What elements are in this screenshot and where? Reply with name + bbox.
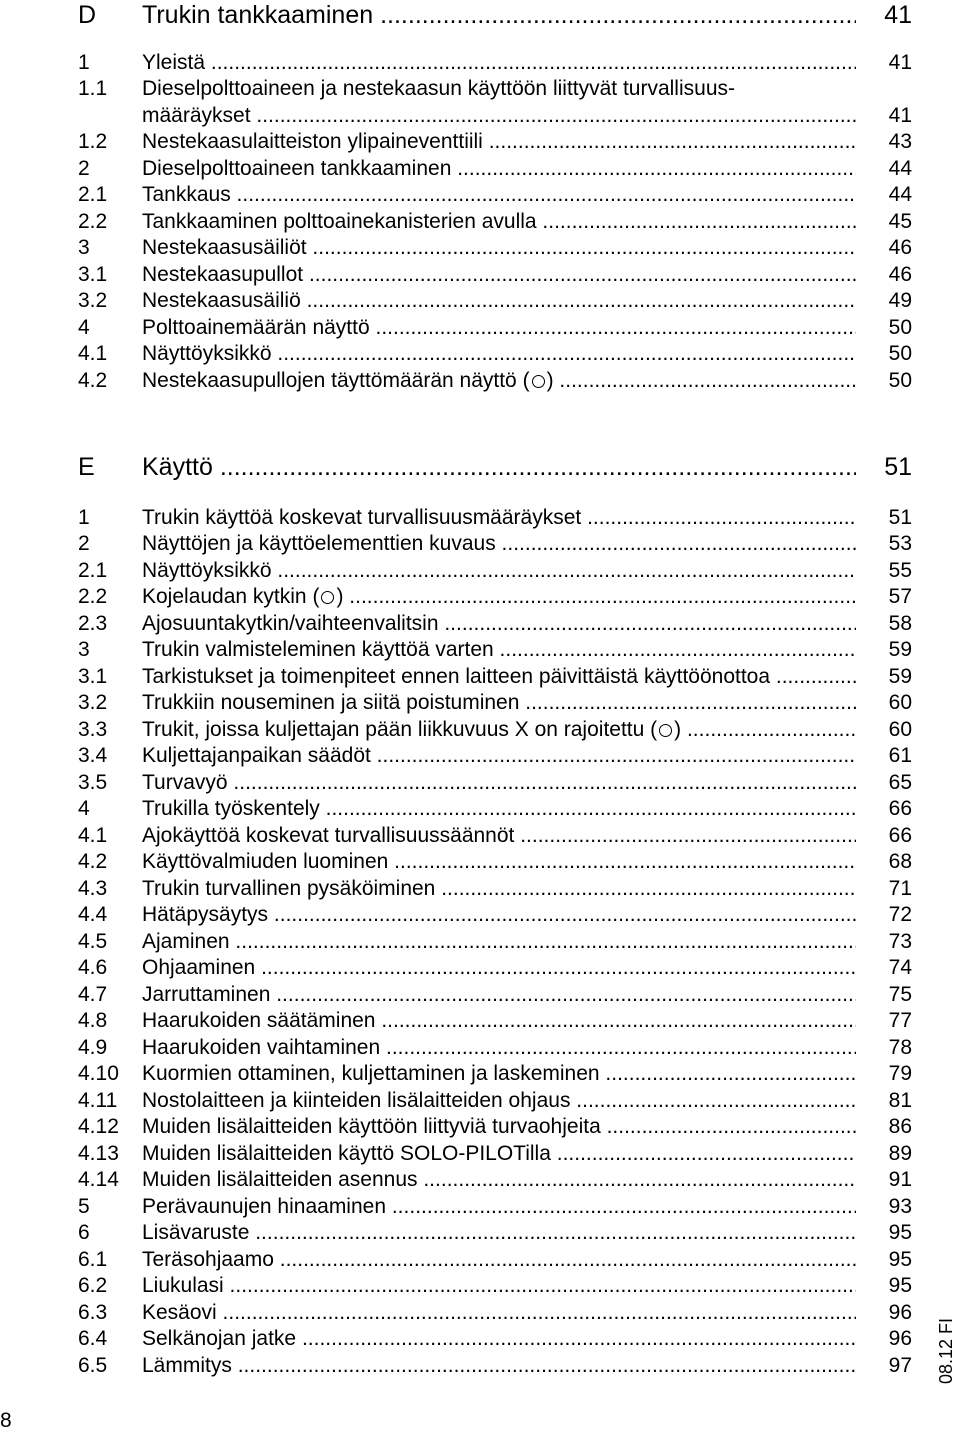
entry-title: Näyttöyksikkö bbox=[142, 559, 272, 582]
entry-title-wrap bbox=[142, 156, 856, 182]
entry-leader bbox=[142, 903, 856, 926]
entry-number: 5 bbox=[78, 1195, 90, 1218]
entry-title-wrap bbox=[142, 929, 856, 955]
entry-title: Polttoainemäärän näyttö bbox=[142, 316, 370, 339]
entry-leader bbox=[142, 1142, 856, 1165]
entry-title: Trukin turvallinen pysäköiminen bbox=[142, 877, 436, 900]
toc-entry bbox=[78, 1061, 912, 1087]
entry-page: 91 bbox=[888, 1168, 912, 1191]
entry-title-suffix: ) bbox=[546, 369, 554, 392]
page-number: 8 bbox=[0, 1409, 12, 1432]
toc-entry bbox=[78, 717, 912, 743]
entry-number: 1 bbox=[78, 51, 90, 74]
entry-leader bbox=[142, 850, 856, 873]
entry-page: 72 bbox=[888, 903, 912, 926]
entry-page: 75 bbox=[888, 983, 912, 1006]
entry-leader bbox=[142, 744, 856, 767]
entry-leader bbox=[142, 824, 856, 847]
entry-title-wrap bbox=[142, 368, 856, 394]
entry-leader bbox=[142, 559, 856, 582]
entry-number: 1 bbox=[78, 506, 90, 529]
entry-page: 73 bbox=[888, 930, 912, 953]
toc-entry bbox=[78, 103, 912, 129]
entry-title-wrap bbox=[142, 823, 856, 849]
entry-title-suffix: ) bbox=[336, 585, 344, 608]
entry-title-wrap bbox=[142, 690, 856, 716]
entry-title: Ohjaaminen bbox=[142, 956, 256, 979]
entry-page: 41 bbox=[888, 104, 912, 127]
entry-leader bbox=[142, 1036, 856, 1059]
entry-page: 68 bbox=[888, 850, 912, 873]
entry-leader bbox=[142, 638, 856, 661]
entry-title: Ajosuuntakytkin/vaihteenvalitsin bbox=[142, 612, 439, 635]
entry-number: 1.1 bbox=[78, 77, 108, 100]
entry-title: Trukit, joissa kuljettajan pään liikkuvuus X on rajoitettu ( bbox=[142, 718, 658, 741]
entry-leader bbox=[142, 369, 856, 392]
entry-leader bbox=[142, 316, 856, 339]
entry-title: Turvavyö bbox=[142, 771, 228, 794]
entry-leader bbox=[142, 51, 856, 74]
entry-leader bbox=[142, 1221, 856, 1244]
entry-title: Ajaminen bbox=[142, 930, 230, 953]
toc-entry bbox=[78, 876, 912, 902]
entry-page: 95 bbox=[888, 1221, 912, 1244]
entry-leader bbox=[142, 1327, 856, 1350]
entry-title-wrap bbox=[142, 1220, 856, 1246]
entry-page: 59 bbox=[888, 638, 912, 661]
toc-entry bbox=[78, 368, 912, 394]
entry-page: 51 bbox=[888, 506, 912, 529]
entry-leader bbox=[142, 506, 856, 529]
entry-leader bbox=[142, 1248, 856, 1271]
entry-title-wrap bbox=[142, 849, 856, 875]
entry-leader bbox=[142, 157, 856, 180]
entry-leader bbox=[142, 453, 856, 481]
entry-number: 4.5 bbox=[78, 930, 108, 953]
entry-title-wrap bbox=[142, 341, 856, 367]
entry-number: 6.4 bbox=[78, 1327, 108, 1350]
optional-circle-icon bbox=[321, 591, 334, 604]
toc-entry bbox=[78, 1300, 912, 1326]
toc-entry bbox=[78, 664, 912, 690]
entry-title: Trukin käyttöä koskevat turvallisuusmääräykset bbox=[142, 506, 582, 529]
entry-title: Nostolaitteen ja kiinteiden lisälaitteiden ohjaus bbox=[142, 1089, 571, 1112]
entry-number: 6.3 bbox=[78, 1301, 108, 1324]
entry-leader bbox=[142, 877, 856, 900]
optional-circle-icon bbox=[659, 724, 672, 737]
entry-page: 49 bbox=[888, 289, 912, 312]
entry-title-wrap bbox=[142, 1300, 856, 1326]
entry-title-wrap bbox=[142, 558, 856, 584]
entry-number: 4 bbox=[78, 316, 90, 339]
entry-page: 60 bbox=[888, 718, 912, 741]
entry-leader bbox=[142, 104, 856, 127]
entry-leader bbox=[142, 77, 735, 100]
entry-page: 93 bbox=[888, 1195, 912, 1218]
toc-entry bbox=[78, 505, 912, 531]
entry-number: 3.5 bbox=[78, 771, 108, 794]
toc-entry bbox=[78, 690, 912, 716]
entry-title: Kojelaudan kytkin ( bbox=[142, 585, 320, 608]
optional-circle-icon bbox=[532, 375, 545, 388]
entry-title: Muiden lisälaitteiden asennus bbox=[142, 1168, 418, 1191]
entry-number: 3.3 bbox=[78, 718, 108, 741]
entry-title-wrap bbox=[142, 743, 856, 769]
toc-entry bbox=[78, 982, 912, 1008]
toc-entry bbox=[78, 849, 912, 875]
entry-title: Kuormien ottaminen, kuljettaminen ja laskeminen bbox=[142, 1062, 600, 1085]
entry-number: 6.1 bbox=[78, 1248, 108, 1271]
entry-page: 41 bbox=[884, 1, 912, 29]
entry-page: 53 bbox=[888, 532, 912, 555]
entry-title: Muiden lisälaitteiden käyttöön liittyviä turvaohjeita bbox=[142, 1115, 601, 1138]
toc-entry bbox=[78, 1326, 912, 1352]
entry-title: Nestekaasupullojen täyttömäärän näyttö ( bbox=[142, 369, 530, 392]
toc-entry bbox=[78, 1088, 912, 1114]
entry-title-suffix: ) bbox=[674, 718, 682, 741]
entry-page: 51 bbox=[884, 453, 912, 481]
entry-page: 57 bbox=[888, 585, 912, 608]
entry-page: 97 bbox=[888, 1354, 912, 1377]
entry-leader bbox=[142, 956, 856, 979]
entry-title: Nestekaasusäiliö bbox=[142, 289, 301, 312]
toc-entry bbox=[78, 182, 912, 208]
entry-page: 71 bbox=[888, 877, 912, 900]
entry-title-wrap bbox=[142, 315, 856, 341]
entry-number: 3.4 bbox=[78, 744, 108, 767]
entry-page: 66 bbox=[888, 824, 912, 847]
entry-leader bbox=[142, 797, 856, 820]
entry-title: Trukilla työskentely bbox=[142, 797, 320, 820]
entry-number: 3 bbox=[78, 236, 90, 259]
toc-entry bbox=[78, 1141, 912, 1167]
entry-leader bbox=[142, 1009, 856, 1032]
toc-entry bbox=[78, 341, 912, 367]
entry-title-wrap bbox=[142, 717, 856, 743]
toc-entry bbox=[78, 156, 912, 182]
entry-title-wrap bbox=[142, 1114, 856, 1140]
entry-title-wrap bbox=[142, 1088, 856, 1114]
entry-page: 77 bbox=[888, 1009, 912, 1032]
entry-number: 2 bbox=[78, 532, 90, 555]
entry-number: 4.14 bbox=[78, 1168, 119, 1191]
entry-title: Näyttöyksikkö bbox=[142, 342, 272, 365]
entry-title-wrap bbox=[142, 637, 856, 663]
entry-title: Lisävaruste bbox=[142, 1221, 250, 1244]
entry-title: Käyttö bbox=[142, 453, 213, 481]
entry-leader bbox=[142, 691, 856, 714]
edition-date: 08.12 FI bbox=[936, 1317, 956, 1384]
entry-title: Haarukoiden vaihtaminen bbox=[142, 1036, 381, 1059]
entry-title-wrap bbox=[142, 182, 856, 208]
entry-number: 6 bbox=[78, 1221, 90, 1244]
entry-title-wrap bbox=[142, 982, 856, 1008]
entry-number: 3.2 bbox=[78, 289, 108, 312]
entry-number: 2.3 bbox=[78, 612, 108, 635]
entry-leader bbox=[142, 585, 856, 608]
entry-title: Dieselpolttoaineen ja nestekaasun käyttöön liittyvät turvallisuus- bbox=[142, 77, 735, 100]
entry-title-wrap bbox=[142, 1035, 856, 1061]
entry-title-wrap bbox=[142, 50, 856, 76]
entry-page: 41 bbox=[888, 51, 912, 74]
entry-leader bbox=[142, 263, 856, 286]
entry-number: 4.4 bbox=[78, 903, 108, 926]
entry-title: Haarukoiden säätäminen bbox=[142, 1009, 376, 1032]
entry-title: Liukulasi bbox=[142, 1274, 224, 1297]
entry-page: 44 bbox=[888, 157, 912, 180]
entry-number: 4.2 bbox=[78, 369, 108, 392]
entry-page: 96 bbox=[888, 1301, 912, 1324]
entry-page: 60 bbox=[888, 691, 912, 714]
toc-entry bbox=[78, 315, 912, 341]
entry-number: 4.10 bbox=[78, 1062, 119, 1085]
entry-page: 95 bbox=[888, 1274, 912, 1297]
entry-page: 96 bbox=[888, 1327, 912, 1350]
entry-leader bbox=[142, 930, 856, 953]
entry-title: Perävaunujen hinaaminen bbox=[142, 1195, 387, 1218]
entry-title-wrap bbox=[142, 452, 856, 482]
entry-number: 3.2 bbox=[78, 691, 108, 714]
entry-leader bbox=[142, 1354, 856, 1377]
entry-leader bbox=[142, 1195, 856, 1218]
entry-number: 2.2 bbox=[78, 210, 108, 233]
toc-entry bbox=[78, 76, 912, 102]
toc-entry bbox=[78, 1220, 912, 1246]
entry-leader bbox=[142, 1115, 856, 1138]
entry-leader bbox=[142, 130, 856, 153]
entry-title-wrap bbox=[142, 1194, 856, 1220]
entry-page: 86 bbox=[888, 1115, 912, 1138]
entry-title-wrap bbox=[142, 1326, 856, 1352]
toc-entry bbox=[78, 531, 912, 557]
entry-title: Nestekaasusäiliöt bbox=[142, 236, 307, 259]
toc-entry bbox=[78, 637, 912, 663]
entry-leader bbox=[142, 665, 856, 688]
toc-entry bbox=[78, 770, 912, 796]
entry-title: Näyttöjen ja käyttöelementtien kuvaus bbox=[142, 532, 496, 555]
entry-leader bbox=[142, 612, 856, 635]
entry-title: Tarkistukset ja toimenpiteet ennen laitteen päivittäistä käyttöönottoa bbox=[142, 665, 771, 688]
entry-number: 1.2 bbox=[78, 130, 108, 153]
entry-page: 81 bbox=[888, 1089, 912, 1112]
entry-page: 43 bbox=[888, 130, 912, 153]
entry-title: Trukkiin nouseminen ja siitä poistuminen bbox=[142, 691, 520, 714]
entry-title-wrap bbox=[142, 1273, 856, 1299]
toc-entry bbox=[78, 262, 912, 288]
toc-entry bbox=[78, 955, 912, 981]
entry-number: 4.13 bbox=[78, 1142, 119, 1165]
entry-number: 4.8 bbox=[78, 1009, 108, 1032]
entry-title-wrap bbox=[142, 76, 856, 102]
entry-number: E bbox=[78, 453, 95, 481]
toc-entry bbox=[78, 823, 912, 849]
toc-entry bbox=[78, 558, 912, 584]
entry-title: Selkänojan jatke bbox=[142, 1327, 297, 1350]
entry-title-wrap bbox=[142, 209, 856, 235]
entry-number: 4.6 bbox=[78, 956, 108, 979]
entry-page: 95 bbox=[888, 1248, 912, 1271]
entry-number: 4.1 bbox=[78, 342, 108, 365]
entry-leader bbox=[142, 1089, 856, 1112]
entry-page: 89 bbox=[888, 1142, 912, 1165]
entry-title: Kesäovi bbox=[142, 1301, 217, 1324]
toc-entry bbox=[78, 1247, 912, 1273]
toc-entry bbox=[78, 929, 912, 955]
entry-page: 46 bbox=[888, 236, 912, 259]
entry-number: 2.1 bbox=[78, 183, 108, 206]
entry-title: Yleistä bbox=[142, 51, 206, 74]
entry-title-wrap bbox=[142, 1353, 856, 1379]
entry-title-wrap bbox=[142, 262, 856, 288]
entry-page: 50 bbox=[888, 369, 912, 392]
toc-entry bbox=[78, 1273, 912, 1299]
entry-number: 3.1 bbox=[78, 665, 108, 688]
entry-title-wrap bbox=[142, 1247, 856, 1273]
entry-title-wrap bbox=[142, 129, 856, 155]
entry-title: Jarruttaminen bbox=[142, 983, 271, 1006]
toc-entry bbox=[78, 129, 912, 155]
section-heading bbox=[78, 0, 912, 30]
entry-title: Hätäpysäytys bbox=[142, 903, 269, 926]
toc-entry bbox=[78, 50, 912, 76]
entry-page: 59 bbox=[888, 665, 912, 688]
entry-page: 50 bbox=[888, 316, 912, 339]
entry-title: Käyttövalmiuden luominen bbox=[142, 850, 389, 873]
entry-page: 78 bbox=[888, 1036, 912, 1059]
entry-title: Teräsohjaamo bbox=[142, 1248, 274, 1271]
toc-entry bbox=[78, 1167, 912, 1193]
entry-title-wrap bbox=[142, 1008, 856, 1034]
entry-title-wrap bbox=[142, 1141, 856, 1167]
entry-number: D bbox=[78, 1, 97, 29]
entry-title: Nestekaasulaitteiston ylipaineventtiili bbox=[142, 130, 483, 153]
entry-number: 4.2 bbox=[78, 850, 108, 873]
entry-title-wrap bbox=[142, 1167, 856, 1193]
entry-page: 46 bbox=[888, 263, 912, 286]
section-heading bbox=[78, 452, 912, 482]
toc-entry bbox=[78, 584, 912, 610]
toc-entry bbox=[78, 288, 912, 314]
entry-number: 4.3 bbox=[78, 877, 108, 900]
entry-number: 2.2 bbox=[78, 585, 108, 608]
toc-entry bbox=[78, 1008, 912, 1034]
entry-number: 4 bbox=[78, 797, 90, 820]
entry-page: 58 bbox=[888, 612, 912, 635]
entry-title-wrap bbox=[142, 584, 856, 610]
entry-title-wrap bbox=[142, 796, 856, 822]
entry-number: 3 bbox=[78, 638, 90, 661]
entry-title: Tankkaaminen polttoainekanisterien avulla bbox=[142, 210, 537, 233]
entry-title: Trukin tankkaaminen bbox=[142, 1, 374, 29]
toc-entry bbox=[78, 209, 912, 235]
entry-title-wrap bbox=[142, 0, 856, 30]
entry-number: 2.1 bbox=[78, 559, 108, 582]
toc-entry bbox=[78, 1114, 912, 1140]
entry-page: 44 bbox=[888, 183, 912, 206]
entry-page: 61 bbox=[888, 744, 912, 767]
toc-entry bbox=[78, 902, 912, 928]
entry-title: Lämmitys bbox=[142, 1354, 232, 1377]
entry-title-wrap bbox=[142, 1061, 856, 1087]
entry-leader bbox=[142, 718, 856, 741]
entry-title: Ajokäyttöä koskevat turvallisuussäännöt bbox=[142, 824, 515, 847]
entry-leader bbox=[142, 532, 856, 555]
toc-entry bbox=[78, 743, 912, 769]
entry-title-wrap bbox=[142, 770, 856, 796]
entry-number: 4.1 bbox=[78, 824, 108, 847]
entry-title-wrap bbox=[142, 288, 856, 314]
entry-title: Kuljettajanpaikan säädöt bbox=[142, 744, 371, 767]
entry-title-wrap bbox=[142, 505, 856, 531]
entry-leader bbox=[142, 342, 856, 365]
entry-title-wrap bbox=[142, 902, 856, 928]
toc-entry bbox=[78, 1353, 912, 1379]
entry-title: määräykset bbox=[142, 104, 251, 127]
entry-leader bbox=[142, 236, 856, 259]
entry-number: 4.9 bbox=[78, 1036, 108, 1059]
entry-title-wrap bbox=[142, 664, 856, 690]
entry-leader bbox=[142, 1062, 856, 1085]
entry-number: 2 bbox=[78, 157, 90, 180]
entry-number: 4.11 bbox=[78, 1089, 118, 1112]
entry-number: 3.1 bbox=[78, 263, 108, 286]
entry-title: Tankkaus bbox=[142, 183, 231, 206]
entry-leader bbox=[142, 1274, 856, 1297]
entry-leader bbox=[142, 1, 856, 29]
entry-leader bbox=[142, 210, 856, 233]
entry-number: 4.12 bbox=[78, 1115, 119, 1138]
entry-page: 66 bbox=[888, 797, 912, 820]
entry-title-wrap bbox=[142, 103, 856, 129]
entry-title-wrap bbox=[142, 876, 856, 902]
entry-title: Trukin valmisteleminen käyttöä varten bbox=[142, 638, 494, 661]
entry-title: Dieselpolttoaineen tankkaaminen bbox=[142, 157, 452, 180]
toc-entry bbox=[78, 611, 912, 637]
entry-leader bbox=[142, 1168, 856, 1191]
toc-entry bbox=[78, 796, 912, 822]
entry-number: 6.2 bbox=[78, 1274, 108, 1297]
entry-title-wrap bbox=[142, 531, 856, 557]
toc-entry bbox=[78, 1194, 912, 1220]
entry-leader bbox=[142, 289, 856, 312]
entry-title: Nestekaasupullot bbox=[142, 263, 304, 286]
entry-number: 4.7 bbox=[78, 983, 108, 1006]
entry-page: 55 bbox=[888, 559, 912, 582]
entry-page: 45 bbox=[888, 210, 912, 233]
entry-title-wrap bbox=[142, 235, 856, 261]
entry-leader bbox=[142, 1301, 856, 1324]
entry-leader bbox=[142, 771, 856, 794]
entry-page: 50 bbox=[888, 342, 912, 365]
entry-title-wrap bbox=[142, 955, 856, 981]
entry-title: Muiden lisälaitteiden käyttö SOLO-PILOTilla bbox=[142, 1142, 551, 1165]
toc-entry bbox=[78, 1035, 912, 1061]
entry-page: 74 bbox=[888, 956, 912, 979]
entry-page: 79 bbox=[888, 1062, 912, 1085]
entry-leader bbox=[142, 183, 856, 206]
toc-entry bbox=[78, 235, 912, 261]
entry-title-wrap bbox=[142, 611, 856, 637]
entry-number: 6.5 bbox=[78, 1354, 108, 1377]
entry-leader bbox=[142, 983, 856, 1006]
entry-page: 65 bbox=[888, 771, 912, 794]
